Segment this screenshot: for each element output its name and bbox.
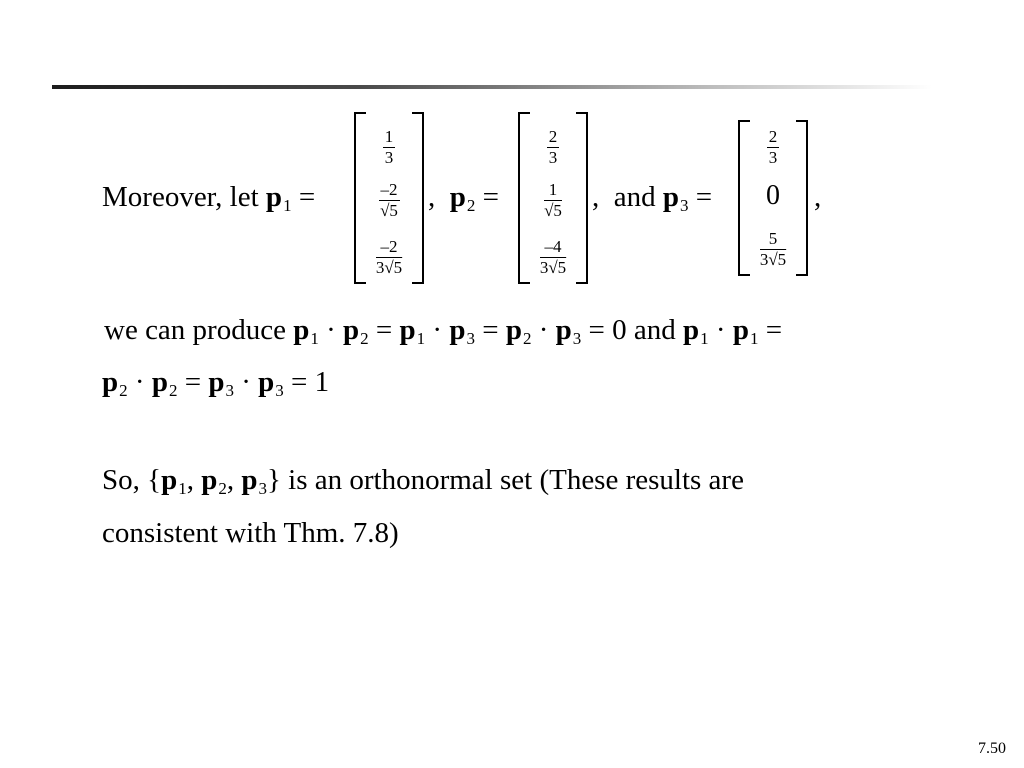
and-word: and: [613, 181, 656, 213]
vector-p: p: [449, 181, 466, 213]
matrix-entry: $\frac{-4}{3√5}$: [539, 237, 567, 277]
equals-sign: =: [695, 181, 713, 213]
matrix-entry: $\frac{1}{√5}$: [544, 180, 562, 220]
vector-p: p: [265, 181, 283, 213]
matrix-p2: [518, 112, 588, 284]
conclusion-text: is an orthonormal set (These results are: [288, 464, 744, 496]
vector-p: p: [662, 181, 680, 213]
page-number: 7.50: [978, 740, 1006, 757]
equals-sign: =: [298, 181, 316, 213]
subscript: 1: [283, 196, 292, 215]
matrix-entry: $\frac{5}{3√5}$: [759, 229, 787, 269]
conclusion-line: So, {$p_1$, $p_2$, $p_3$} is an orthonormal set (These results are: [102, 464, 744, 498]
matrix-entry: $\frac{2}{3}$: [548, 127, 558, 167]
matrix-entry: $\frac{-2}{√5}$: [380, 180, 398, 220]
matrix-entry: $\frac{1}{3}$: [384, 127, 394, 167]
header-rule: [52, 85, 932, 89]
subscript: 3: [680, 196, 689, 215]
matrix-entry: 0: [766, 180, 780, 211]
theorem-reference: consistent with Thm. 7.8): [102, 517, 399, 549]
zero-value: 0: [612, 314, 627, 346]
trailing-comma: ,: [814, 181, 822, 213]
definition-line: [102, 183, 315, 214]
p3-label: , and $p_3$ =: [592, 181, 713, 215]
matrix-entry: $\frac{-2}{3√5}$: [375, 237, 403, 277]
products-line: we can produce $p_1 \cdot p_2 = p_1 \cdot p_3 = p_2 \cdot p_3 = 0$ and $p_1 \cdot p_1$ =: [104, 314, 783, 348]
norms-line: $p_2 \cdot p_2 = p_3 \cdot p_3 = 1$: [102, 366, 330, 400]
intro-text: Moreover, let: [102, 181, 259, 213]
matrix-p1: [354, 112, 424, 284]
matrix-entry: $\frac{2}{3}$: [768, 127, 778, 167]
matrix-p3: [738, 120, 808, 278]
intro-text: we can produce: [104, 314, 286, 346]
p2-label: , $p_2$ =: [428, 181, 499, 215]
and-word: and: [633, 314, 676, 346]
equals-sign: =: [482, 181, 499, 213]
subscript: 2: [466, 196, 476, 215]
so-word: So,: [102, 464, 140, 496]
one-value: 1: [314, 366, 330, 398]
